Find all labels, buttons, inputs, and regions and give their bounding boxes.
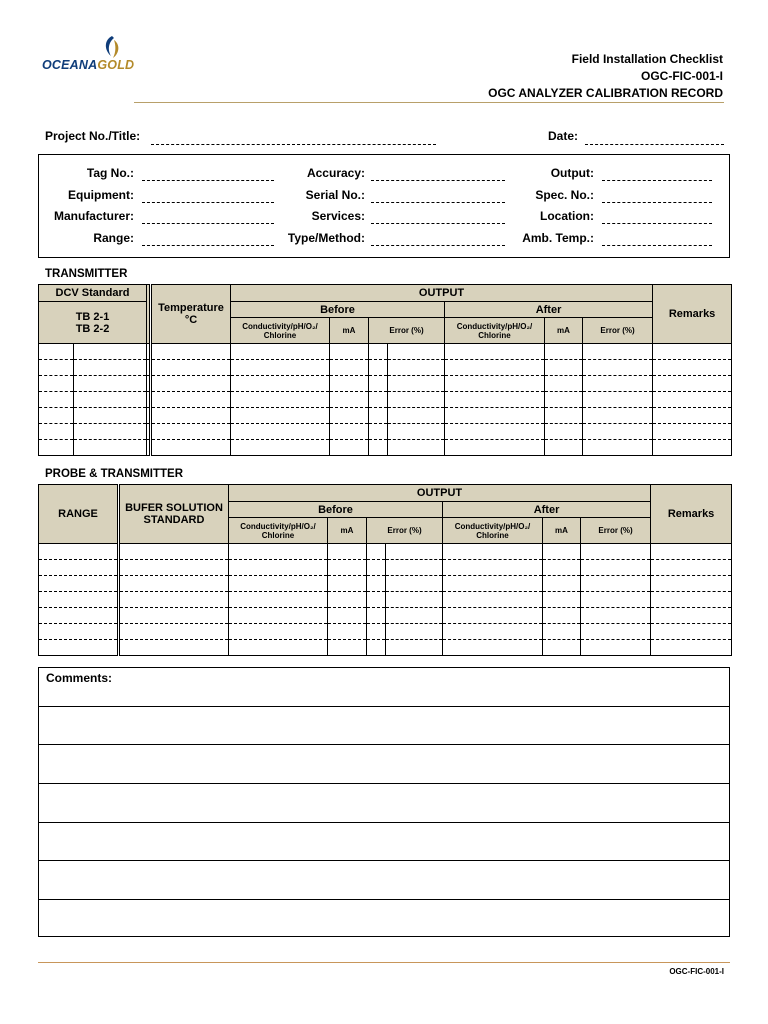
accuracy-input[interactable] xyxy=(371,180,505,181)
footer-rule xyxy=(38,962,730,963)
bufer-solution-header xyxy=(119,485,229,544)
comment-line xyxy=(39,744,729,745)
services-label: Services: xyxy=(311,209,365,223)
temperature-header-text: Temperature xyxy=(158,302,224,314)
equipment-label: Equipment: xyxy=(68,188,134,202)
transmitter-section-title: TRANSMITTER xyxy=(45,268,128,280)
comment-line xyxy=(39,706,729,707)
before-conductivity-header xyxy=(231,318,330,344)
table-row[interactable] xyxy=(39,640,732,656)
table-row[interactable] xyxy=(39,376,732,392)
comments-label: Comments: xyxy=(46,671,113,685)
location-input[interactable] xyxy=(602,223,712,224)
equipment-input[interactable] xyxy=(142,202,274,203)
location-label: Location: xyxy=(540,209,594,223)
output-label: Output: xyxy=(550,166,594,180)
probe-after-chlorine-text: Chlorine xyxy=(476,530,509,540)
comment-line xyxy=(39,860,729,861)
serial-label: Serial No.: xyxy=(305,188,365,202)
range-header: RANGE xyxy=(39,485,119,544)
probe-output-header: OUTPUT xyxy=(229,485,651,502)
table-row[interactable] xyxy=(39,592,732,608)
after-conductivity-text: Conductivity/pH/O₂/ xyxy=(456,321,533,331)
transmitter-table xyxy=(38,284,732,456)
probe-before-conductivity-text: Conductivity/pH/O₂/ xyxy=(240,521,316,531)
before-ma-header: mA xyxy=(330,318,369,344)
spec-label: Spec. No.: xyxy=(535,188,594,202)
type-method-label: Type/Method: xyxy=(287,231,365,245)
company-logo xyxy=(42,34,152,74)
services-input[interactable] xyxy=(371,223,505,224)
accuracy-label: Accuracy: xyxy=(306,166,365,180)
date-input[interactable] xyxy=(585,144,724,145)
range-input[interactable] xyxy=(142,245,274,246)
tb-2-2-label: TB 2-2 xyxy=(75,322,110,335)
probe-after-ma-header: mA xyxy=(543,518,581,544)
output-header: OUTPUT xyxy=(231,285,653,302)
after-error-header: Error (%) xyxy=(583,318,653,344)
tag-label: Tag No.: xyxy=(86,166,134,180)
temperature-unit: °C xyxy=(184,314,198,326)
probe-after-conductivity-text: Conductivity/pH/O₂/ xyxy=(454,521,531,531)
table-row[interactable] xyxy=(39,392,732,408)
before-chlorine-text: Chlorine xyxy=(263,330,297,340)
type-method-input[interactable] xyxy=(371,245,505,246)
logo-part-gold: GOLD xyxy=(97,58,135,72)
temperature-header xyxy=(151,285,231,344)
probe-after-error-header: Error (%) xyxy=(581,518,651,544)
after-conductivity-header xyxy=(445,318,545,344)
project-input[interactable] xyxy=(151,144,436,145)
amb-temp-input[interactable] xyxy=(602,245,712,246)
range-label: Range: xyxy=(93,231,134,245)
probe-table xyxy=(38,484,732,656)
header-doc-code: OGC-FIC-001-I xyxy=(640,69,723,83)
tb-2-1-label: TB 2-1 xyxy=(75,310,110,323)
after-ma-header: mA xyxy=(545,318,583,344)
equipment-info-box xyxy=(38,154,730,258)
probe-before-ma-header: mA xyxy=(328,518,367,544)
comment-line xyxy=(39,899,729,900)
tb-header xyxy=(39,302,147,344)
project-label: Project No./Title: xyxy=(45,129,141,143)
date-label: Date: xyxy=(548,129,579,143)
table-row[interactable] xyxy=(39,440,732,456)
remarks-header: Remarks xyxy=(653,285,732,344)
tag-input[interactable] xyxy=(142,180,274,181)
after-header: After xyxy=(445,302,653,318)
probe-before-chlorine-text: Chlorine xyxy=(261,530,295,540)
bufer-standard-text: STANDARD xyxy=(143,514,205,526)
before-header: Before xyxy=(231,302,445,318)
table-row[interactable] xyxy=(39,608,732,624)
bufer-solution-text: BUFER SOLUTION xyxy=(125,502,223,514)
probe-rows xyxy=(39,544,732,656)
probe-section-title: PROBE & TRANSMITTER xyxy=(45,468,183,480)
comments-box[interactable] xyxy=(38,667,730,937)
after-chlorine-text: Chlorine xyxy=(478,330,511,340)
header-rule xyxy=(134,102,724,103)
table-row[interactable] xyxy=(39,576,732,592)
probe-before-conductivity-header xyxy=(229,518,328,544)
output-input[interactable] xyxy=(602,180,712,181)
table-row[interactable] xyxy=(39,344,732,360)
serial-input[interactable] xyxy=(371,202,505,203)
before-conductivity-text: Conductivity/pH/O₂/ xyxy=(242,321,318,331)
logo-wordmark xyxy=(42,58,134,72)
table-row[interactable] xyxy=(39,360,732,376)
footer-doc-code: OGC-FIC-001-I xyxy=(669,967,724,976)
probe-before-header: Before xyxy=(229,502,443,518)
probe-after-conductivity-header xyxy=(443,518,543,544)
comment-line xyxy=(39,783,729,784)
logo-part-oceana: OCEANA xyxy=(42,58,98,72)
table-row[interactable] xyxy=(39,560,732,576)
manufacturer-label: Manufacturer: xyxy=(53,209,134,223)
table-row[interactable] xyxy=(39,408,732,424)
manufacturer-input[interactable] xyxy=(142,223,274,224)
amb-temp-label: Amb. Temp.: xyxy=(522,231,594,245)
header-doc-title: OGC ANALYZER CALIBRATION RECORD xyxy=(488,86,723,100)
table-row[interactable] xyxy=(39,424,732,440)
transmitter-rows xyxy=(39,344,732,456)
comment-line xyxy=(39,822,729,823)
dcv-standard-header: DCV Standard xyxy=(39,285,147,302)
table-row[interactable] xyxy=(39,544,732,560)
probe-before-error-header: Error (%) xyxy=(367,518,443,544)
header-doc-type: Field Installation Checklist xyxy=(571,52,723,66)
probe-remarks-header: Remarks xyxy=(651,485,732,544)
table-row[interactable] xyxy=(39,624,732,640)
before-error-header: Error (%) xyxy=(369,318,445,344)
probe-after-header: After xyxy=(443,502,651,518)
spec-input[interactable] xyxy=(602,202,712,203)
